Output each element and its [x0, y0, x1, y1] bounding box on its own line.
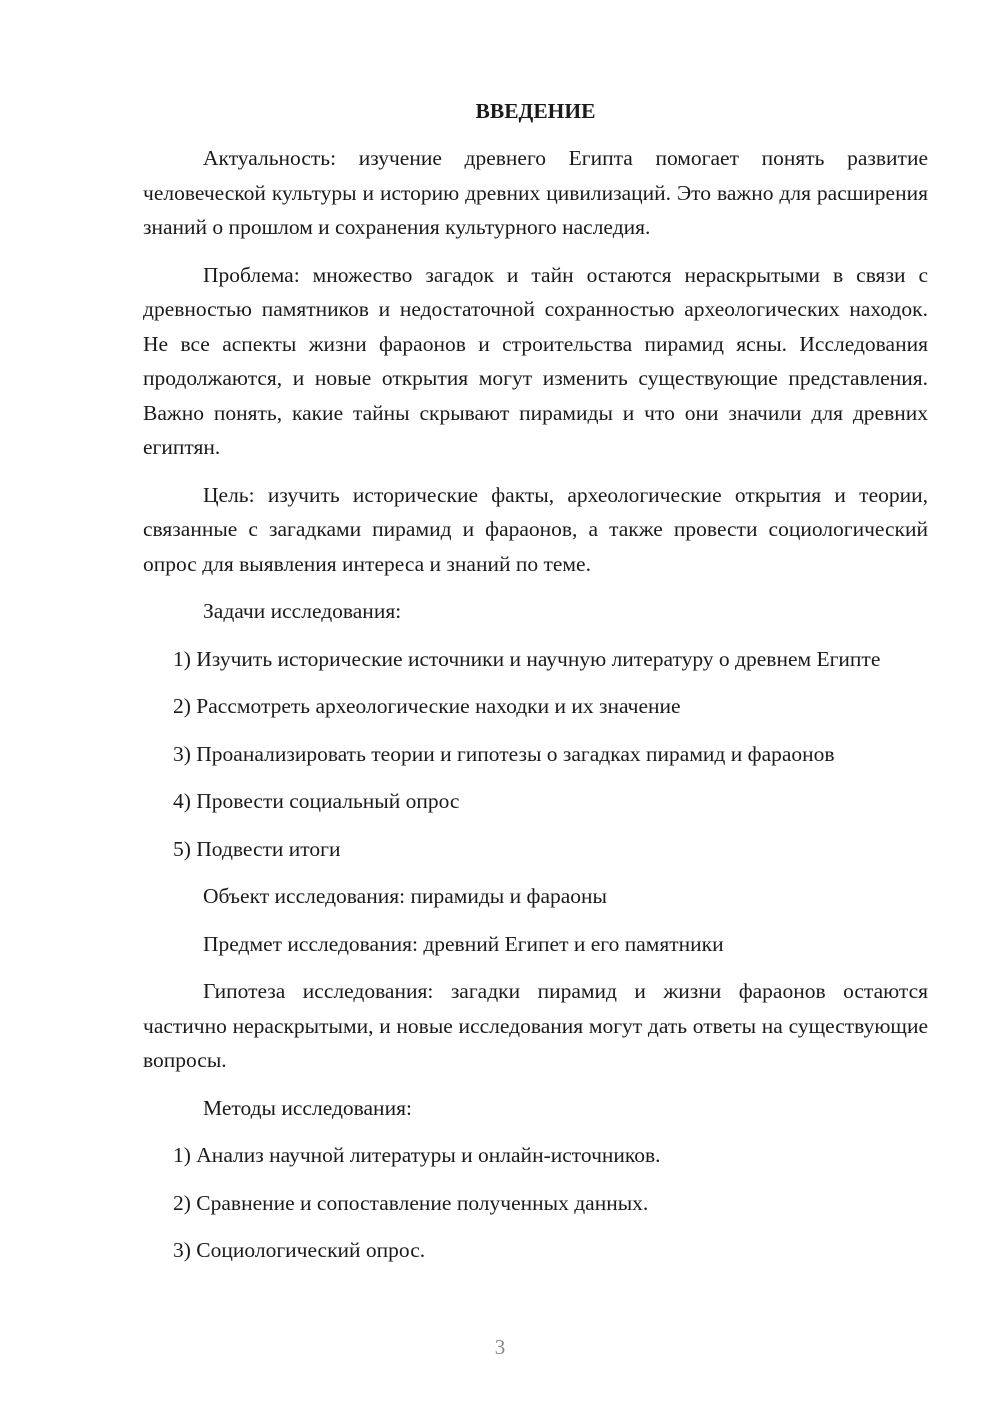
page-number: 3 — [494, 1335, 506, 1359]
relevance-paragraph: Актуальность: изучение древнего Египта помогает понять развитие человеческой культуры и историю древних цивилизаций. Это важно для расширения знаний о прошлом и сохранения культурного наследия. — [143, 146, 928, 239]
hypothesis-paragraph: Гипотеза исследования: загадки пирамид и жизни фараонов остаются частично нераскрытыми, и новые исследования могут дать ответы на существующие вопросы. — [143, 979, 928, 1072]
method-item-3: 3) Социологический опрос. — [173, 1238, 426, 1262]
goal-paragraph: Цель: изучить исторические факты, археологические открытия и теории, связанные с загадками пирамид и фараонов, а также провести социологический опрос для выявления интереса и знаний по теме. — [143, 482, 928, 576]
task-item-5: 5) Подвести итоги — [173, 836, 341, 861]
problem-paragraph: Проблема: множество загадок и тайн остаются нераскрытыми в связи с древностью памятников и недостаточной сохранностью археологических находок. Не все аспекты жизни фараонов и строительства пирамид ясны. Исследования продолжаются, и новые открытия могут изменить существующие представления. Важно понять, какие тайны скрывают пирамиды и что они значили для древних египтян. — [143, 262, 928, 459]
task-item-3: 3) Проанализировать теории и гипотезы о загадках пирамид и фараонов — [173, 741, 835, 766]
task-item-4: 4) Провести социальный опрос — [173, 789, 460, 813]
tasks-heading: Задачи исследования: — [203, 599, 402, 623]
method-item-1: 1) Анализ научной литературы и онлайн-источников. — [173, 1143, 661, 1167]
section-title: ВВЕДЕНИЕ — [475, 99, 596, 123]
task-item-1: 1) Изучить исторические источники и научную литературу о древнем Египте — [173, 646, 881, 671]
object-paragraph: Объект исследования: пирамиды и фараоны — [203, 884, 607, 908]
page-content — [143, 94, 928, 1281]
subject-paragraph: Предмет исследования: древний Египет и его памятники — [203, 931, 724, 956]
task-item-2: 2) Рассмотреть археологические находки и их значение — [173, 694, 681, 718]
method-item-2: 2) Сравнение и сопоставление полученных данных. — [173, 1190, 649, 1215]
methods-heading: Методы исследования: — [203, 1095, 412, 1120]
